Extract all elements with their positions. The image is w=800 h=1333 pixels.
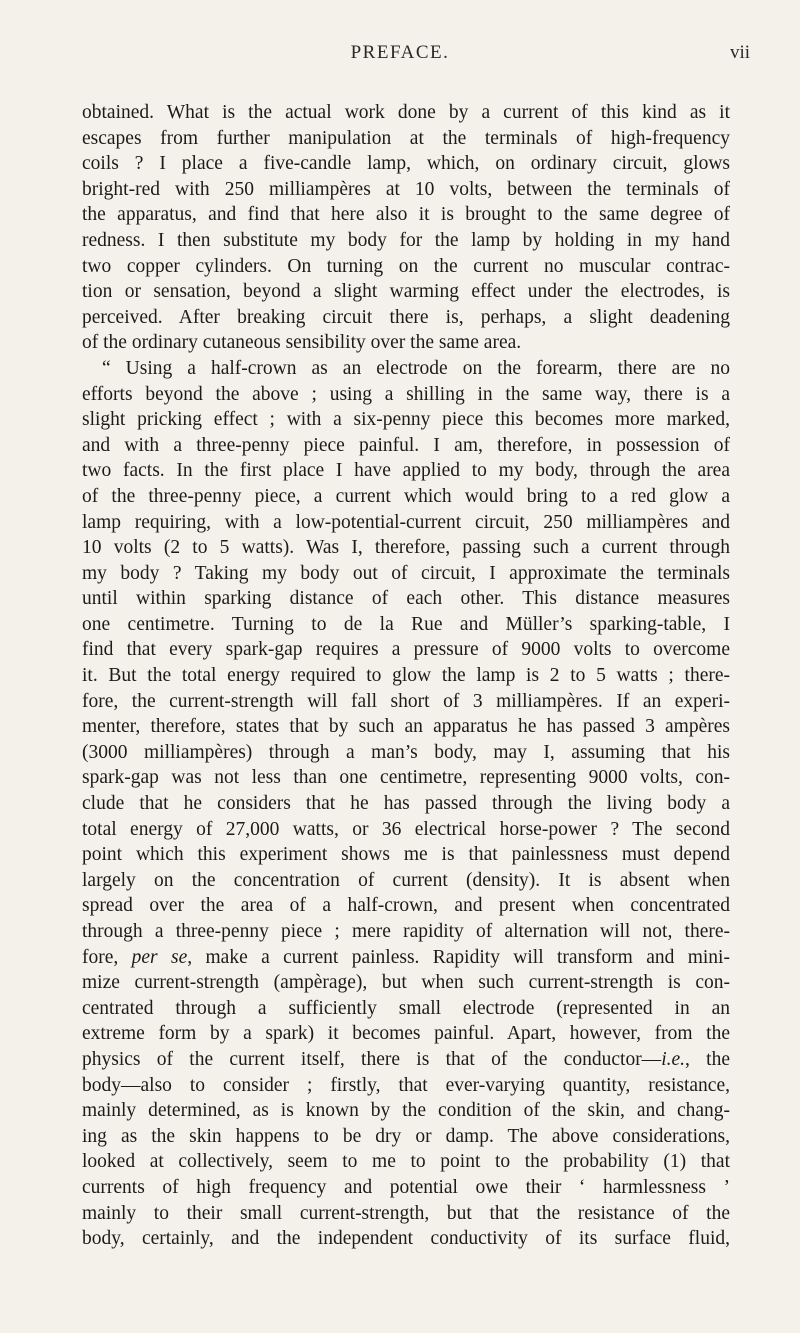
text-line: 10 volts (2 to 5 watts). Was I, therefore, passing such a current through: [82, 537, 730, 559]
text-line: total energy of 27,000 watts, or 36 electrical horse-power ? The second: [82, 818, 730, 840]
text-line: it. But the total energy required to glow the lamp is 2 to 5 watts ; there-: [82, 665, 730, 687]
text-line: currents of high frequency and potential owe their ‘ harmlessness ’: [82, 1176, 730, 1198]
text-line: physics of the current itself, there is that of the conductor—i.e., the: [82, 1048, 730, 1070]
text-line: bright-red with 250 milliampères at 10 volts, between the terminals of: [82, 178, 730, 200]
text-line: efforts beyond the above ; using a shilling in the same way, there is a: [82, 383, 730, 405]
text-line: and with a three-penny piece painful. I am, therefore, in possession of: [82, 434, 730, 456]
text-line: one centimetre. Turning to de la Rue and Müller’s sparking-table, I: [82, 613, 730, 635]
text-line: looked at collectively, seem to me to point to the probability (1) that: [82, 1151, 730, 1173]
text-line: centrated through a sufficiently small electrode (represented in an: [82, 997, 730, 1019]
text-line: obtained. What is the actual work done by a current of this kind as it: [82, 102, 730, 123]
text-line: tion or sensation, beyond a slight warming effect under the electrodes, is: [82, 281, 730, 303]
text-line: perceived. After breaking circuit there is, perhaps, a slight deadening: [82, 306, 730, 328]
text-line: point which this experiment shows me is that painlessness must depend: [82, 844, 730, 866]
text-line: the apparatus, and find that here also it is brought to the same degree of: [82, 204, 730, 226]
text-line: of the three-penny piece, a current which would bring to a red glow a: [82, 485, 730, 507]
text-line: extreme form by a spark) it becomes painful. Apart, however, from the: [82, 1023, 730, 1045]
text-line: (3000 milliampères) through a man’s body, may I, assuming that his: [82, 741, 730, 763]
text-line: body, certainly, and the independent conductivity of its surface fluid,: [82, 1228, 730, 1250]
text-line: redness. I then substitute my body for the lamp by holding in my hand: [82, 229, 730, 251]
text-line: my body ? Taking my body out of circuit, I approximate the terminals: [82, 562, 730, 584]
text-line: two facts. In the first place I have applied to my body, through the area: [82, 460, 730, 482]
text-line: through a three-penny piece ; mere rapidity of alternation will not, there-: [82, 921, 730, 942]
text-line: spread over the area of a half-crown, and present when concentrated: [82, 895, 730, 917]
text-line: ing as the skin happens to be dry or damp. The above considerations,: [82, 1125, 730, 1147]
text-line: lamp requiring, with a low-potential-current circuit, 250 milliampères and: [82, 511, 730, 533]
text-line: body—also to consider ; firstly, that ever-varying quantity, resistance,: [82, 1074, 730, 1096]
text-line: “ Using a half-crown as an electrode on the forearm, there are no: [102, 357, 730, 379]
text-line: two copper cylinders. On turning on the current no muscular contrac-: [82, 255, 730, 277]
text-line: coils ? I place a five-candle lamp, which, on ordinary circuit, glows: [82, 153, 730, 175]
text-line: mainly determined, as is known by the condition of the skin, and chang-: [82, 1100, 730, 1122]
text-line: spark-gap was not less than one centimetre, representing 9000 volts, con-: [82, 767, 730, 789]
text-line: until within sparking distance of each other. This distance measures: [82, 588, 730, 610]
page-number: vii: [729, 42, 750, 63]
text-line: menter, therefore, states that by such an apparatus he has passed 3 ampères: [82, 716, 730, 738]
text-line: fore, the current-strength will fall short of 3 milliampères. If an experi-: [82, 690, 730, 712]
text-line: mize current-strength (ampèrage), but when such current-strength is con-: [82, 972, 730, 994]
text-line: fore, per se, make a current painless. Rapidity will transform and mini-: [82, 946, 730, 968]
text-line: largely on the concentration of current (density). It is absent when: [82, 869, 730, 891]
text-line: escapes from further manipulation at the terminals of high-frequency: [82, 127, 730, 149]
text-line: mainly to their small current-strength, but that the resistance of the: [82, 1202, 730, 1224]
body-text: [82, 100, 730, 1252]
text-line: slight pricking effect ; with a six-penny piece this becomes more marked,: [82, 409, 730, 431]
running-title: PREFACE.: [350, 42, 450, 63]
text-line: of the ordinary cutaneous sensibility over the same area.: [82, 332, 522, 354]
text-line: clude that he considers that he has passed through the living body a: [82, 793, 730, 815]
running-head: [0, 42, 800, 68]
text-line: find that every spark-gap requires a pressure of 9000 volts to overcome: [82, 639, 730, 661]
